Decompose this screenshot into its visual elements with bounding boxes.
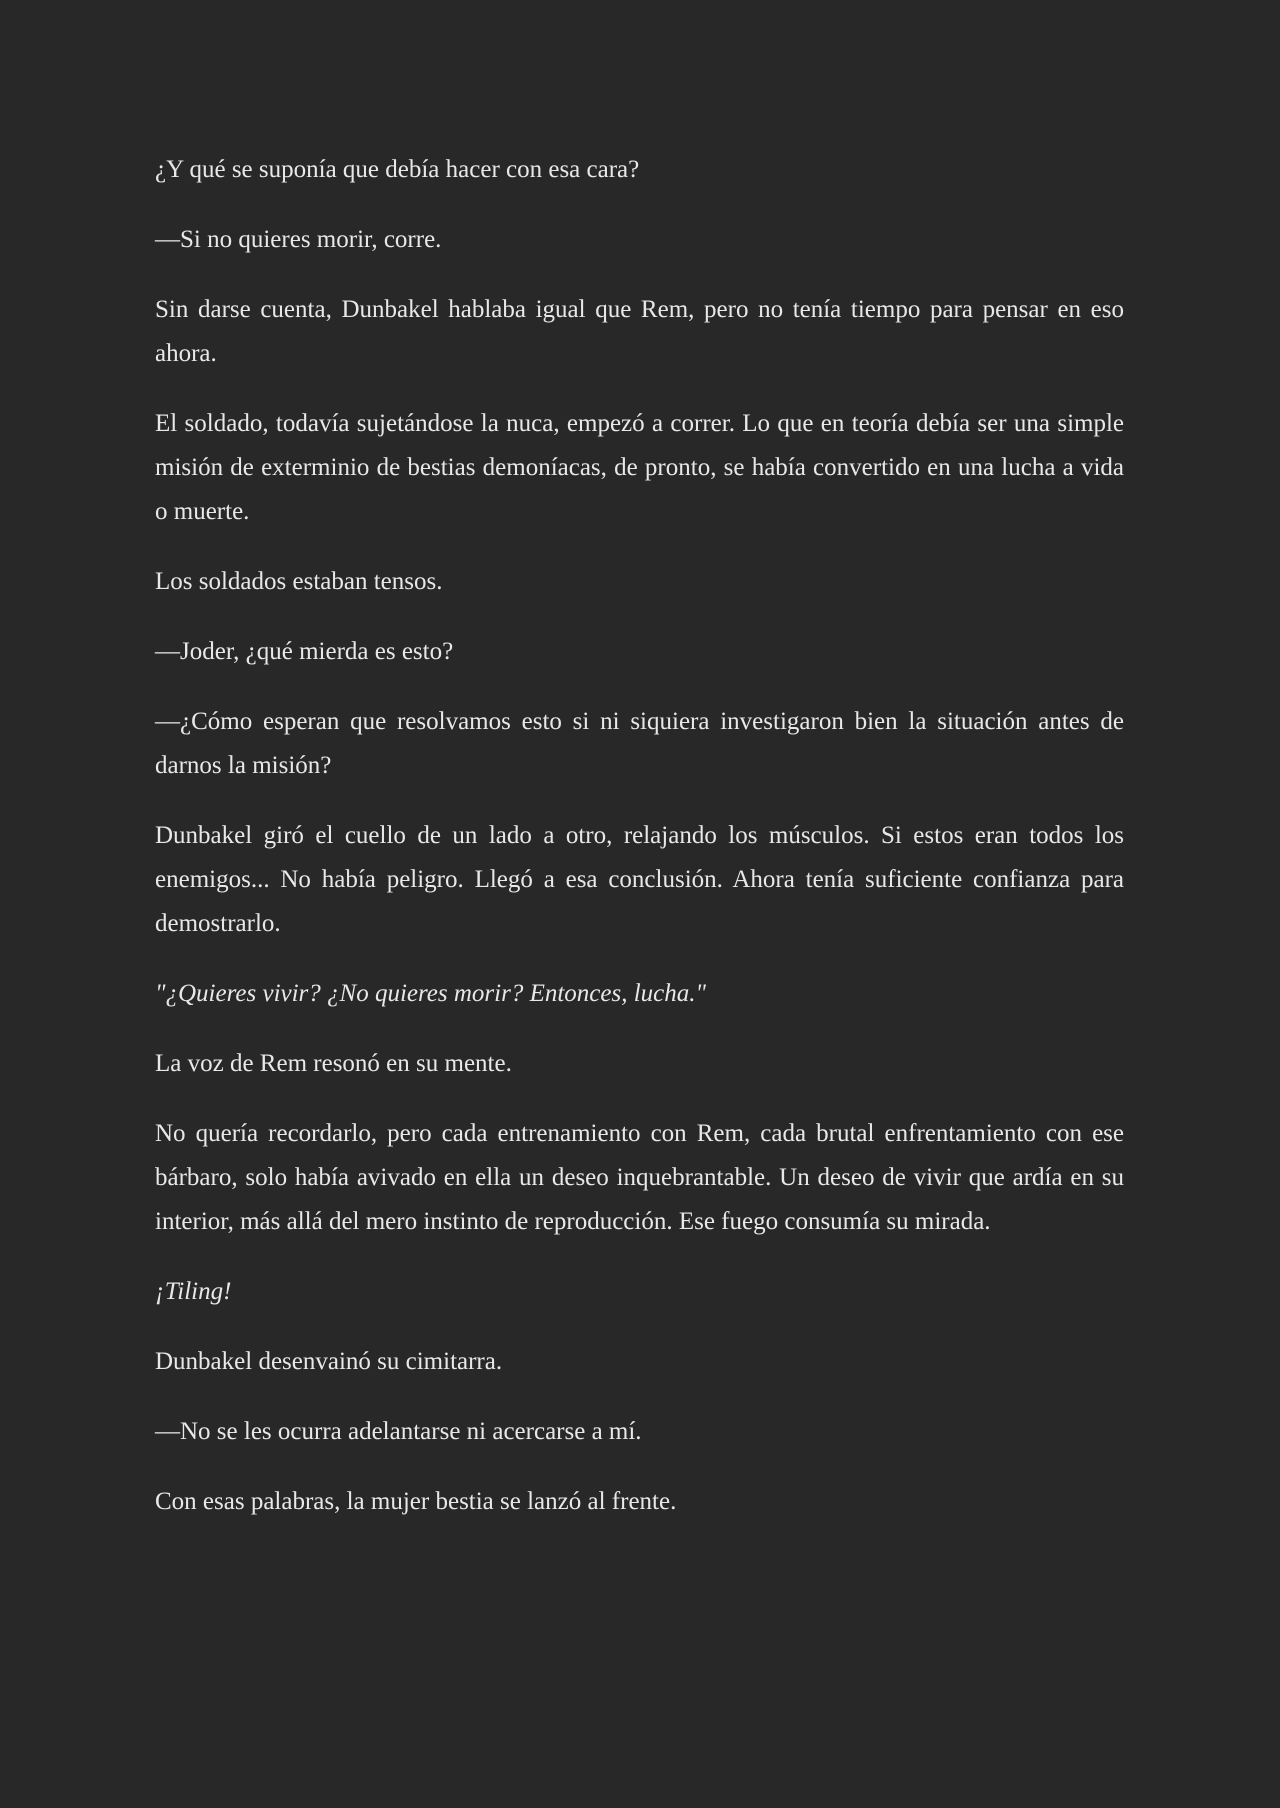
- paragraph-4: El soldado, todavía sujetándose la nuca, empezó a correr. Lo que en teoría debía ser una simple misión de exterminio de bestias demoníacas, de pronto, se había convertido en una lucha a vida o muerte.: [155, 410, 1124, 525]
- paragraph-7: —¿Cómo esperan que resolvamos esto si ni siquiera investigaron bien la situación antes de darnos la misión?: [155, 708, 1124, 779]
- paragraph-14: —No se les ocurra adelantarse ni acercarse a mí.: [155, 1418, 642, 1445]
- paragraph-6: —Joder, ¿qué mierda es esto?: [155, 638, 454, 665]
- paragraph-12: ¡Tiling!: [155, 1278, 232, 1305]
- paragraph-11: No quería recordarlo, pero cada entrenamiento con Rem, cada brutal enfrentamiento con ese bárbaro, solo había avivado en ella un deseo inquebrantable. Un deseo de vivir que ardía en su interior, más allá del mero instinto de reproducción. Ese fuego consumía su mirada.: [155, 1120, 1124, 1235]
- paragraph-10: La voz de Rem resonó en su mente.: [155, 1050, 512, 1077]
- paragraph-15: Con esas palabras, la mujer bestia se lanzó al frente.: [155, 1488, 677, 1515]
- paragraph-3: Sin darse cuenta, Dunbakel hablaba igual que Rem, pero no tenía tiempo para pensar en eso ahora.: [155, 296, 1124, 367]
- paragraph-1: ¿Y qué se suponía que debía hacer con esa cara?: [155, 156, 640, 183]
- paragraph-2: —Si no quieres morir, corre.: [155, 226, 442, 253]
- paragraph-13: Dunbakel desenvainó su cimitarra.: [155, 1348, 503, 1375]
- paragraph-8: Dunbakel giró el cuello de un lado a otro, relajando los músculos. Si estos eran todos los enemigos... No había peligro. Llegó a esa conclusión. Ahora tenía suficiente confianza para demostrarlo.: [155, 822, 1124, 937]
- paragraph-9: "¿Quieres vivir? ¿No quieres morir? Entonces, lucha.": [155, 980, 707, 1007]
- chapter-text: [155, 148, 1124, 1524]
- paragraph-5: Los soldados estaban tensos.: [155, 568, 443, 595]
